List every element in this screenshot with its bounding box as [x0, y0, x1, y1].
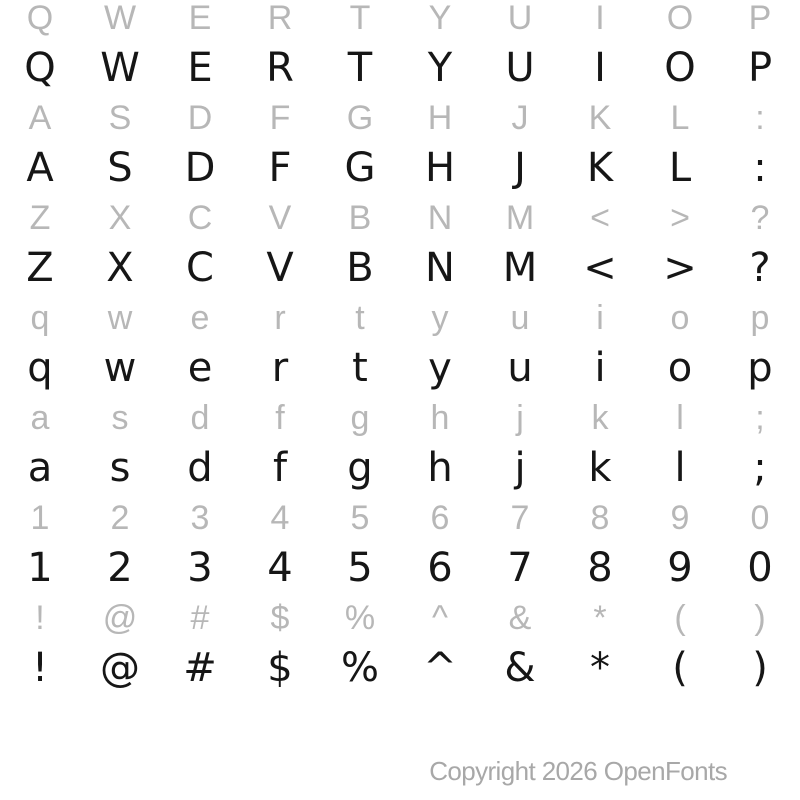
reference-char: E — [188, 0, 212, 37]
reference-char: M — [505, 199, 535, 237]
reference-char: B — [348, 199, 372, 237]
reference-char: A — [28, 99, 52, 137]
specimen-char: ^ — [423, 645, 457, 691]
reference-char: ^ — [432, 599, 448, 637]
reference-char: N — [427, 199, 453, 237]
reference-char: a — [30, 399, 50, 437]
specimen-char: 5 — [347, 545, 373, 591]
reference-char: k — [591, 399, 609, 437]
specimen-char: B — [346, 245, 374, 291]
specimen-char: * — [590, 645, 610, 691]
reference-char: g — [350, 399, 370, 437]
specimen-char: 9 — [667, 545, 693, 591]
reference-char: * — [593, 599, 607, 637]
specimen-char: Z — [26, 245, 54, 291]
specimen-char: V — [266, 245, 294, 291]
specimen-char: ! — [31, 645, 49, 691]
reference-row — [0, 500, 800, 546]
reference-char: j — [516, 399, 524, 437]
specimen-char: F — [268, 145, 292, 191]
specimen-char: u — [507, 345, 533, 391]
reference-char: 0 — [750, 499, 770, 537]
reference-char: q — [30, 299, 50, 337]
specimen-char: t — [352, 345, 368, 391]
reference-char: y — [431, 299, 449, 337]
specimen-row — [0, 646, 800, 700]
specimen-char: @ — [100, 645, 140, 691]
specimen-char: 8 — [587, 545, 613, 591]
specimen-char: O — [664, 45, 696, 91]
specimen-char: o — [667, 345, 693, 391]
glyph-row-pair — [0, 200, 800, 300]
specimen-row — [0, 46, 800, 100]
reference-char: % — [344, 599, 376, 637]
copyright-text: Copyright 2026 OpenFonts — [429, 756, 727, 786]
reference-char: l — [676, 399, 684, 437]
reference-char: @ — [102, 599, 138, 637]
reference-char: Z — [29, 199, 51, 237]
specimen-char: 4 — [267, 545, 293, 591]
specimen-char: l — [674, 445, 686, 491]
specimen-char: Q — [24, 45, 56, 91]
reference-char: F — [269, 99, 291, 137]
reference-char: L — [670, 99, 690, 137]
reference-char: X — [108, 199, 132, 237]
specimen-row — [0, 246, 800, 300]
reference-char: 2 — [110, 499, 130, 537]
reference-char: w — [107, 299, 133, 337]
specimen-char: E — [187, 45, 213, 91]
reference-char: I — [595, 0, 605, 37]
reference-char: U — [507, 0, 533, 37]
reference-char: t — [355, 299, 365, 337]
reference-char: 4 — [270, 499, 290, 537]
specimen-char: N — [425, 245, 455, 291]
specimen-char: i — [594, 345, 606, 391]
reference-char: 3 — [190, 499, 210, 537]
reference-char: Q — [26, 0, 54, 37]
specimen-char: ) — [752, 645, 768, 691]
reference-char: $ — [270, 599, 290, 637]
specimen-char: ? — [749, 245, 771, 291]
specimen-char: K — [586, 145, 614, 191]
glyph-row-pair — [0, 600, 800, 700]
reference-char: O — [666, 0, 694, 37]
reference-char: & — [508, 599, 532, 637]
reference-char: ) — [754, 599, 766, 637]
specimen-char: A — [26, 145, 54, 191]
reference-row — [0, 200, 800, 246]
reference-char: ( — [674, 599, 686, 637]
reference-char: p — [750, 299, 770, 337]
specimen-char: > — [663, 245, 697, 291]
reference-char: ? — [750, 199, 770, 237]
reference-char: R — [267, 0, 293, 37]
reference-char: 8 — [590, 499, 610, 537]
reference-char: ! — [35, 599, 45, 637]
specimen-char: f — [272, 445, 288, 491]
specimen-char: 2 — [107, 545, 133, 591]
reference-char: W — [103, 0, 137, 37]
reference-char: T — [349, 0, 371, 37]
specimen-char: 3 — [187, 545, 213, 591]
specimen-char: e — [187, 345, 213, 391]
specimen-char: U — [505, 45, 535, 91]
reference-char: o — [670, 299, 690, 337]
specimen-row — [0, 446, 800, 500]
specimen-char: g — [347, 445, 373, 491]
specimen-char: $ — [267, 645, 293, 691]
specimen-row — [0, 346, 800, 400]
specimen-char: # — [183, 645, 217, 691]
specimen-char: W — [100, 45, 140, 91]
specimen-char: ( — [672, 645, 688, 691]
specimen-char: G — [344, 145, 376, 191]
specimen-char: r — [271, 345, 289, 391]
specimen-char: h — [427, 445, 453, 491]
specimen-char: R — [266, 45, 294, 91]
reference-char: d — [190, 399, 210, 437]
specimen-char: S — [107, 145, 133, 191]
specimen-char: X — [106, 245, 134, 291]
reference-row — [0, 100, 800, 146]
specimen-char: p — [747, 345, 773, 391]
specimen-char: 0 — [747, 545, 773, 591]
glyph-row-pair — [0, 300, 800, 400]
specimen-char: s — [109, 445, 131, 491]
reference-char: 5 — [350, 499, 370, 537]
reference-char: Y — [428, 0, 452, 37]
specimen-char: P — [747, 45, 773, 91]
specimen-char: ; — [753, 445, 767, 491]
specimen-row — [0, 146, 800, 200]
reference-char: e — [190, 299, 210, 337]
specimen-char: M — [502, 245, 538, 291]
specimen-char: < — [583, 245, 617, 291]
specimen-char: C — [186, 245, 214, 291]
reference-char: 6 — [430, 499, 450, 537]
reference-char: : — [755, 99, 765, 137]
specimen-char: w — [103, 345, 137, 391]
reference-char: > — [670, 199, 690, 237]
reference-char: h — [430, 399, 450, 437]
specimen-char: 1 — [27, 545, 53, 591]
specimen-char: k — [588, 445, 612, 491]
reference-char: V — [268, 199, 292, 237]
reference-char: P — [748, 0, 772, 37]
specimen-char: T — [347, 45, 373, 91]
specimen-char: q — [27, 345, 53, 391]
specimen-char: d — [187, 445, 213, 491]
reference-char: K — [588, 99, 612, 137]
specimen-char: H — [424, 145, 456, 191]
reference-char: < — [590, 199, 610, 237]
specimen-char: : — [753, 145, 767, 191]
specimen-char: y — [428, 345, 452, 391]
reference-char: S — [108, 99, 132, 137]
specimen-char: L — [668, 145, 692, 191]
specimen-char: 6 — [427, 545, 453, 591]
reference-char: u — [510, 299, 530, 337]
glyph-row-pair — [0, 100, 800, 200]
reference-char: D — [187, 99, 213, 137]
reference-char: ; — [755, 399, 765, 437]
specimen-char: I — [594, 45, 606, 91]
reference-row — [0, 300, 800, 346]
specimen-char: j — [514, 445, 526, 491]
reference-char: i — [596, 299, 604, 337]
specimen-char: D — [184, 145, 216, 191]
reference-char: # — [190, 599, 210, 637]
reference-row — [0, 600, 800, 646]
reference-row — [0, 400, 800, 446]
specimen-row — [0, 546, 800, 600]
reference-char: 9 — [670, 499, 690, 537]
reference-char: f — [275, 399, 285, 437]
specimen-char: a — [27, 445, 53, 491]
reference-char: r — [274, 299, 286, 337]
specimen-char: 7 — [507, 545, 533, 591]
specimen-char: J — [514, 145, 526, 191]
reference-char: s — [111, 399, 129, 437]
glyph-row-pair — [0, 500, 800, 600]
glyph-row-pair — [0, 400, 800, 500]
reference-char: H — [427, 99, 453, 137]
reference-char: C — [187, 199, 213, 237]
specimen-char: Y — [427, 45, 453, 91]
reference-row — [0, 0, 800, 46]
specimen-char: % — [340, 645, 379, 691]
glyph-row-pair — [0, 0, 800, 100]
reference-char: 7 — [510, 499, 530, 537]
reference-char: G — [346, 99, 374, 137]
reference-char: 1 — [30, 499, 50, 537]
reference-char: J — [511, 99, 529, 137]
specimen-char: & — [504, 645, 536, 691]
